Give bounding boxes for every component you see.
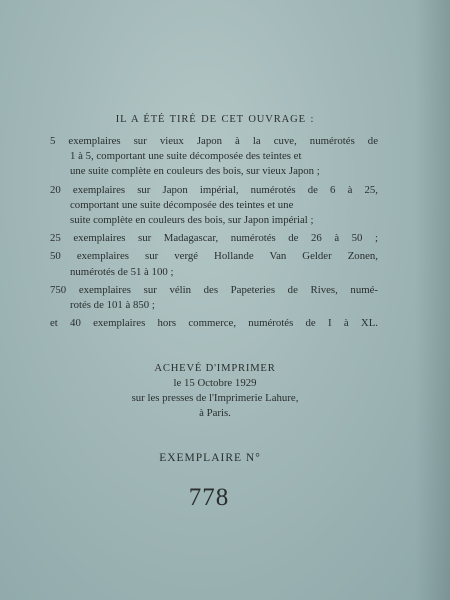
colophon-date: le 15 Octobre 1929: [173, 377, 257, 389]
edition-entry: [50, 249, 378, 279]
copy-label: EXEMPLAIRE N°: [159, 452, 261, 464]
copy-number: 778: [188, 484, 230, 511]
entry-line: suite complète en couleurs des bois, sur Japon impérial ;: [70, 214, 314, 227]
edition-heading: IL A ÉTÉ TIRÉ DE CET OUVRAGE :: [115, 114, 315, 125]
colophon: [0, 361, 430, 421]
edition-entry: [50, 283, 378, 313]
entry-line: 25 exemplaires sur Madagascar, numérotés de 26 à 50 ;: [50, 232, 378, 245]
entry-line: 1 à 5, comportant une suite décomposée des teintes et: [70, 150, 302, 163]
colophon-printer: sur les presses de l'Imprimerie Lahure,: [131, 392, 299, 404]
entry-line: 20 exemplaires sur Japon impérial, numérotés de 6 à 25,: [50, 183, 378, 196]
entry-line: comportant une suite décomposée des teintes et une: [70, 198, 294, 211]
entry-line: rotés de 101 à 850 ;: [70, 299, 155, 312]
edition-entry: [50, 316, 378, 331]
edition-list: [50, 134, 378, 334]
entry-line: et 40 exemplaires hors commerce, numérotés de I à XL.: [50, 317, 378, 330]
edition-entry: [50, 183, 378, 229]
entry-line: numérotés de 51 à 100 ;: [70, 265, 174, 278]
entry-line: 750 exemplaires sur vélin des Papeteries de Rives, numé-: [50, 283, 378, 296]
entry-line: 5 exemplaires sur vieux Japon à la cuve, numérotés de: [50, 135, 378, 147]
colophon-title: ACHEVÉ D'IMPRIMER: [154, 363, 276, 374]
colophon-place: à Paris.: [199, 407, 231, 419]
edition-entry: [50, 231, 378, 246]
edition-entry: [50, 134, 378, 180]
entry-line: 50 exemplaires sur vergé Hollande Van Gelder Zonen,: [50, 250, 378, 263]
entry-line: une suite complète en couleurs des bois, sur vieux Japon ;: [70, 165, 320, 178]
